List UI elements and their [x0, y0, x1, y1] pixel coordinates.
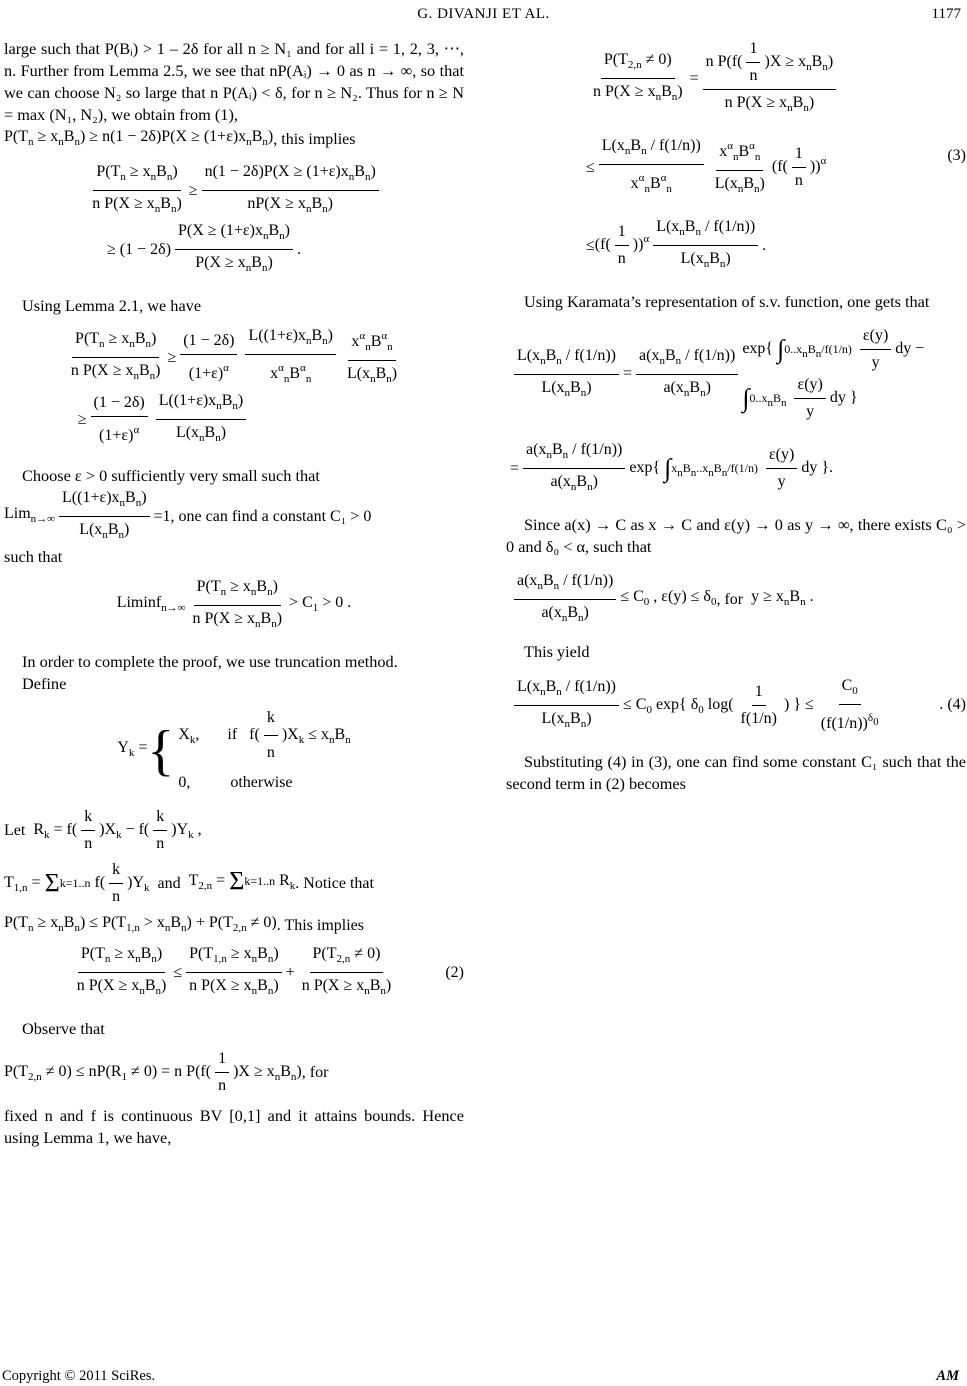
equation-block: $\frac{P(T_n \ge x_nB_n)}{n P(X \ge x_nB_n)}$ ≥ $\frac{n(1 - 2\delta)P(X \ge (1+\varepsilon)x_nB_n)}{nP(X \ge x_nB_n)}$: [4, 161, 464, 220]
page-number: 1177: [931, 6, 961, 22]
copyright-notice: Copyright © 2011 SciRes.: [2, 1368, 156, 1384]
text-fragment: and: [157, 874, 181, 892]
paragraph: Using Lemma 2.1, we have: [22, 296, 202, 315]
text-fragment: , this implies: [273, 130, 356, 148]
paragraph: Define: [22, 674, 67, 693]
equation-block: ≥ (1 − 2δ) $\frac{P(X \ge (1+\varepsilon)x_nB_n)}{P(X \ge x_nB_n)}$ .: [107, 222, 301, 274]
left-column: [4, 38, 464, 1149]
equation-inline: $P(T_n \ge x_nB_n) \le P(T_{1,n} > x_nB_n) + P(T_{2,n} \ne 0)$ . This implies: [4, 912, 464, 939]
paragraph: Substituting (4) in (3), one can find some constant C₁ such that the second term in (2) becomes: [506, 752, 966, 793]
equation-block: ≤ $\frac{L(x_nB_n / f(1/n))}{x^\alpha_nB^\alpha_n}$ $\frac{x^\alpha_nB^\alpha_n}{L(x_nB_n)}$ (f( $\frac{1}{n}$ ))$^\alpha$ (3): [586, 137, 966, 195]
equation-block: $\frac{L(x_nB_n / f(1/n))}{L(x_nB_n)}$ = $\frac{a(x_nB_n / f(1/n))}{a(x_nB_n)}$ exp{ ∫0..xnBn/f(1/n) $\frac{\varepsilon(y)}{y}$ dy − ∫0..xnBn $\frac{\varepsilon(y)}{y}$ dy }: [506, 325, 966, 423]
running-title: G. DIVANJI ET AL.: [417, 6, 550, 22]
equation-block: Liminf$_{n\to\infty}$ $\frac{P(T_n \ge x_nB_n)}{n P(X \ge x_nB_n)}$ > $C_1 > 0$ .: [116, 578, 352, 630]
equation-number: (3): [947, 147, 966, 164]
text-fragment: , for: [301, 1063, 329, 1081]
right-column: [506, 38, 966, 795]
equation-block: ≥ $\frac{(1 - 2\delta)}{(1+\varepsilon)^\alpha}$ $\frac{L((1+\varepsilon)x_nB_n)}{L(x_nB_n)}$: [4, 390, 464, 449]
equation-inline: $P(T_n \ge x_nB_n) \ge n(1 - 2\delta)P(X \ge (1+\varepsilon)x_nB_n)$ , this implies: [4, 126, 464, 153]
equation-block: = $\frac{a(x_nB_n / f(1/n))}{a(x_nB_n)}$ exp{ ∫xnBn..xnBn/f(1/n) $\frac{\varepsilon(y)}{y}$ dy }.: [510, 441, 833, 493]
equation-block: $Y_k$ = { $X_k$, if f( $\frac{k}{n}$ )$X_k \le x_nB_n$ 0, otherwise: [4, 703, 464, 798]
journal-abbrev: AM: [936, 1368, 959, 1384]
text-fragment: , one can find a constant C₁ > 0: [170, 507, 372, 525]
case-label: otherwise: [230, 774, 293, 791]
paragraph: large such that P(Bᵢ) > 1 – 2δ for all n ≥ N₁ and for all i = 1, 2, 3, ⋯, n. Further from Lemma 2.5, we see that nP(Aᵢ) → 0 as n → ∞, so that we can choose N₂ so large that n P(Aᵢ) < δ, for n ≥ N₂. Thus for n ≥ N = max (N₁, N₂), we obtain from (1),: [4, 39, 464, 124]
paragraph: such that: [4, 547, 63, 566]
equation-block: $\frac{P(T_n \ge x_nB_n)}{n P(X \ge x_nB_n)}$ ≥ $\frac{(1 - 2\delta)}{(1+\varepsilon)^\alpha}$ $\frac{L((1+\varepsilon)x_nB_n)}{x^\alpha_nB^\alpha_n}$ $\frac{x^\alpha_nB^\alpha_n}{L(x_nB_n)}$: [70, 327, 398, 385]
equation-inline: $\frac{a(x_nB_n / f(1/n))}{a(x_nB_n)}$ ≤ $C_0$ , $\varepsilon(y) \le \delta_0$ , for $y \ge x_nB_n$ .: [506, 570, 966, 629]
text-fragment: . This implies: [276, 916, 364, 934]
equation-block: $\frac{L(x_nB_n / f(1/n))}{L(x_nB_n)}$ ≤ $C_0$ exp{ $\delta_0$ log( $\frac{1}{f(1/n)}$ ) } ≤ $\frac{C_0}{(f(1/n))^{\delta 0}}$ . (4): [506, 675, 966, 735]
equation-number: (2): [445, 963, 464, 981]
paragraph: This yield: [524, 642, 590, 661]
equation-inline: Let $R_k = f$( $\frac{k}{n}$ )$X_k - f$( $\frac{k}{n}$ )$Y_k$ ,: [4, 808, 202, 852]
text-fragment: Let: [4, 821, 26, 839]
paragraph: In order to complete the proof, we use truncation method.: [22, 652, 398, 671]
equation-inline: $P(T_{2,n} \ne 0) \le nP(R_1 \ne 0) = n$ P(f( $\frac{1}{n}$ )$X \ge x_nB_n$) , for: [4, 1050, 329, 1094]
paragraph: Since a(x) → C as x → C and ε(y) → 0 as y → ∞, there exists C₀ > 0 and δ₀ < α, such that: [506, 515, 966, 556]
paragraph: Choose ε > 0 sufficiently very small such that: [22, 466, 320, 485]
equation-inline: Lim$_{n\to\infty}$ $\frac{L((1+\varepsilon)x_nB_n)}{L(x_nB_n)}$ =1 , one can find a constant C₁ > 0: [4, 489, 372, 541]
case-label: if: [227, 726, 238, 744]
paragraph: Using Karamata’s representation of s.v. function, one gets that: [524, 292, 930, 311]
equation-number: . (4): [939, 696, 966, 713]
equation-block: ≤ (f( $\frac{1}{n}$ ))$^\alpha$ $\frac{L(x_nB_n / f(1/n))}{L(x_nB_n)}$ .: [586, 218, 767, 270]
paragraph: fixed n and f is continuous BV [0,1] and it attains bounds. Hence using Lemma 1, we have,: [4, 1106, 464, 1147]
equation-inline: $T_{1,n} = \Sigma k=1..n$ f( $\frac{k}{n}$ )$Y_k$ and $T_{2,n} = \Sigma k=1..n$ $R_k$ . Notice that: [4, 861, 374, 905]
equation-block: $\frac{P(T_{2,n} \ne 0)}{n P(X \ge x_nB_n)}$ = n P(f( $\frac{1}{n}$ )$X \ge x_nB_n$) n $P(X \ge x_nB_n)$: [506, 38, 966, 119]
paragraph: Observe that: [22, 1019, 105, 1038]
equation-block: $\frac{P(T_n \ge x_nB_n)}{n P(X \ge x_nB_n)}$ ≤ $\frac{P(T_{1,n} \ge x_nB_n)}{n P(X \ge x_nB_n)}$ + $\frac{P(T_{2,n} \ne 0)}{n P(X \ge x_nB_n)}$ (2): [76, 945, 464, 997]
page-header: [0, 6, 967, 30]
text-fragment: , for: [716, 590, 744, 608]
text-fragment: . Notice that: [295, 874, 374, 892]
